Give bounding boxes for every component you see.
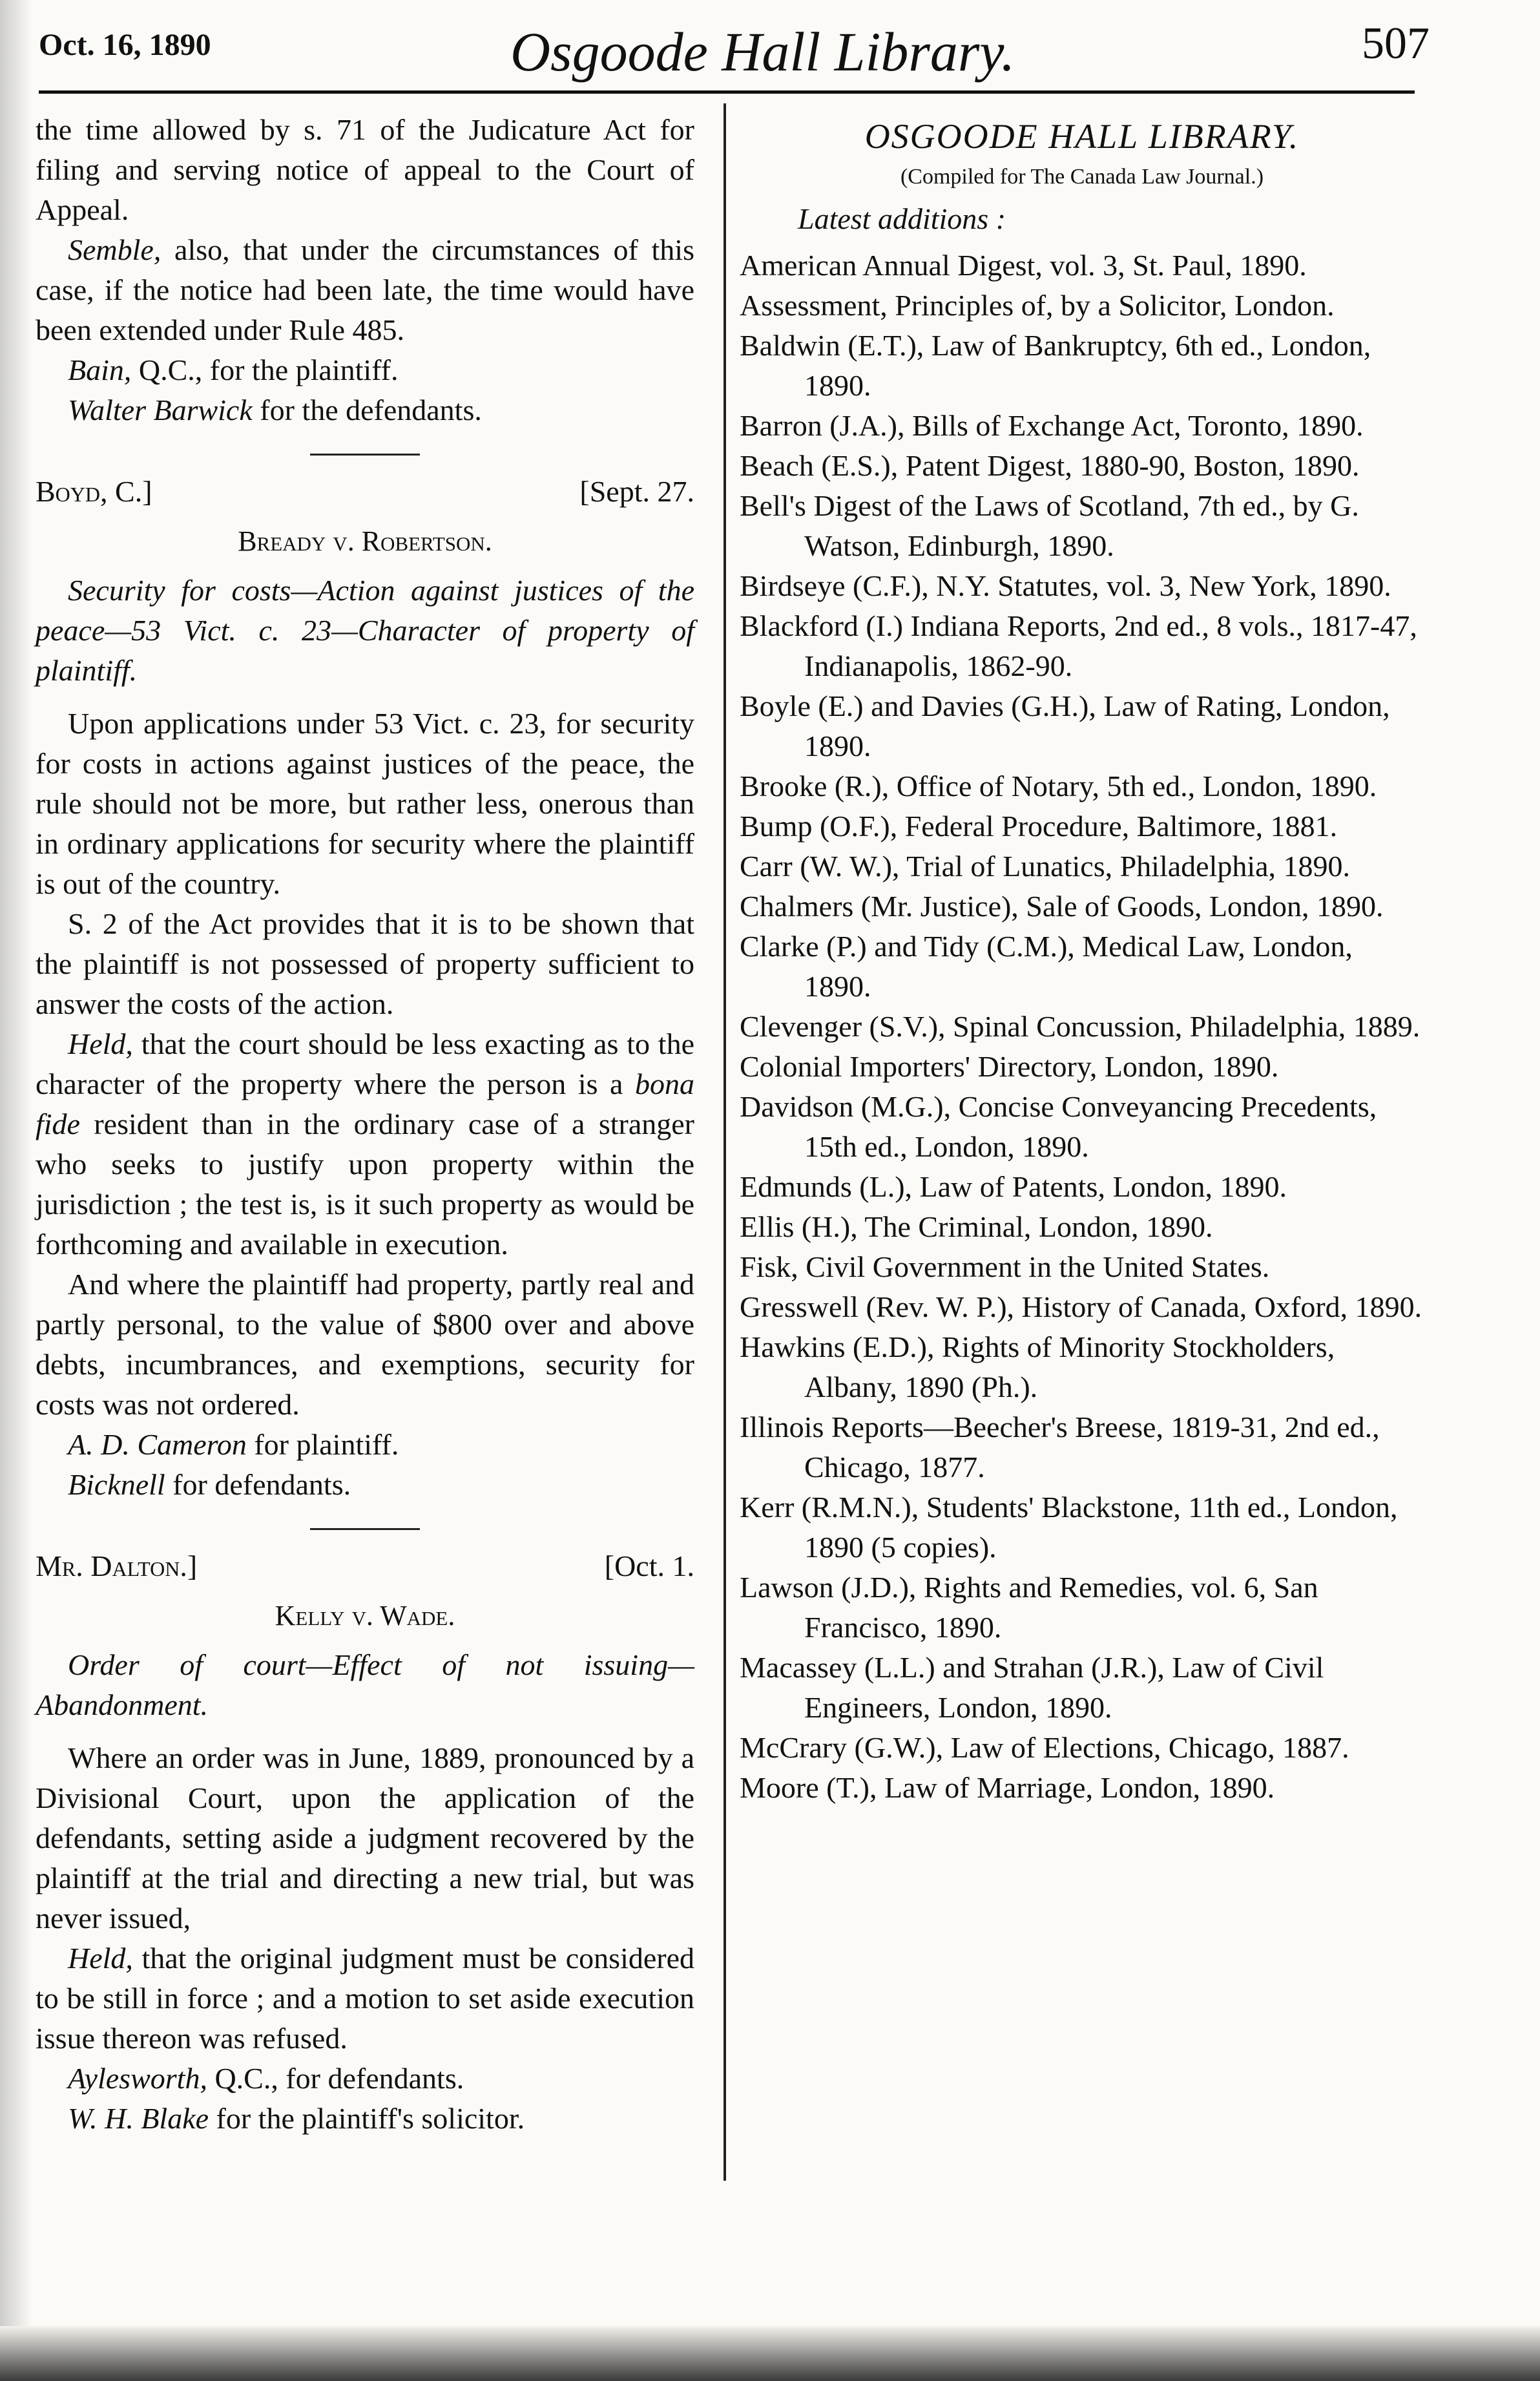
case-title: Kelly v. Wade. (275, 1600, 455, 1631)
list-item: Clevenger (S.V.), Spinal Concussion, Philadelphia, 1889. (740, 1010, 1420, 1043)
list-item: Chalmers (Mr. Justice), Sale of Goods, London, 1890. (740, 890, 1384, 923)
list-item: Barron (J.A.), Bills of Exchange Act, Toronto, 1890. (740, 409, 1364, 442)
list-item: Illinois Reports—Beecher's Breese, 1819-31, 2nd ed., Chicago, 1877. (740, 1411, 1380, 1484)
counsel-line: Bain, Q.C., for the plaintiff. (68, 353, 399, 386)
list-item: Fisk, Civil Government in the United States. (740, 1250, 1270, 1283)
list-item: Gresswell (Rev. W. P.), History of Canada, Oxford, 1890. (740, 1290, 1422, 1323)
case-paragraph: Where an order was in June, 1889, pronounced by a Divisional Court, upon the application of the defendants, setting aside a judgment recovered by the plaintiff at the trial and directing a new trial, but was never issued, (36, 1741, 694, 1935)
continuation-paragraph: the time allowed by s. 71 of the Judicature Act for filing and serving notice of appeal to the Court of Appeal. (36, 113, 694, 226)
list-item: Assessment, Principles of, by a Solicitor, London. (740, 289, 1335, 322)
case-judge-line (36, 1546, 694, 1587)
column-divider (723, 103, 726, 2181)
counsel-line: W. H. Blake for the plaintiff's solicitor. (68, 2102, 525, 2135)
list-item: Davidson (M.G.), Concise Conveyancing Precedents, 15th ed., London, 1890. (740, 1090, 1377, 1163)
case-title: Bready v. Robertson. (238, 525, 492, 557)
counsel-line: A. D. Cameron for plaintiff. (68, 1428, 399, 1461)
scan-bottom-shadow (0, 2326, 1540, 2381)
list-item: Baldwin (E.T.), Law of Bankruptcy, 6th ed., London, 1890. (740, 329, 1371, 402)
list-item: Lawson (J.D.), Rights and Remedies, vol. 6, San Francisco, 1890. (740, 1571, 1318, 1644)
list-item: Birdseye (C.F.), N.Y. Statutes, vol. 3, New York, 1890. (740, 569, 1391, 602)
list-item: Edmunds (L.), Law of Patents, London, 1890. (740, 1170, 1287, 1203)
case-judge-line (36, 471, 694, 512)
semble-paragraph: Semble, also, that under the circumstances of this case, if the notice had been late, the time would have been extended under Rule 485. (36, 233, 694, 346)
held-paragraph: Held, that the original judgment must be considered to be still in force ; and a motion to set aside execution issue thereon was refused. (36, 1942, 694, 2055)
right-column (740, 110, 1424, 1808)
library-subtitle: (Compiled for The Canada Law Journal.) (900, 165, 1264, 189)
list-item: Moore (T.), Law of Marriage, London, 1890. (740, 1771, 1275, 1804)
list-item: Carr (W. W.), Trial of Lunatics, Philadelphia, 1890. (740, 850, 1351, 883)
library-title: OSGOODE HALL LIBRARY. (864, 117, 1300, 156)
running-header (0, 0, 1540, 116)
list-item: Bump (O.F.), Federal Procedure, Baltimore, 1881. (740, 810, 1338, 843)
list-item: Boyle (E.) and Davies (G.H.), Law of Rating, London, 1890. (740, 689, 1390, 762)
list-item: Brooke (R.), Office of Notary, 5th ed., London, 1890. (740, 770, 1377, 802)
header-rule (39, 90, 1415, 94)
judge-name: Mr. Dalton.] (36, 1549, 198, 1582)
case-separator (310, 454, 420, 456)
list-item: Beach (E.S.), Patent Digest, 1880-90, Boston, 1890. (740, 449, 1360, 482)
latest-additions-heading: Latest additions : (798, 202, 1006, 235)
list-item: Bell's Digest of the Laws of Scotland, 7th ed., by G. Watson, Edinburgh, 1890. (740, 489, 1359, 562)
case-date: [Sept. 27. (579, 475, 694, 508)
counsel-line: Aylesworth, Q.C., for defendants. (68, 2062, 464, 2095)
list-item: Macassey (L.L.) and Strahan (J.R.), Law of Civil Engineers, London, 1890. (740, 1651, 1324, 1724)
judge-name: Boyd, C.] (36, 475, 152, 508)
list-item: Hawkins (E.D.), Rights of Minority Stockholders, Albany, 1890 (Ph.). (740, 1330, 1335, 1403)
left-column (36, 110, 694, 2139)
list-item: Blackford (I.) Indiana Reports, 2nd ed., 8 vols., 1817-47, Indianapolis, 1862-90. (740, 609, 1417, 682)
list-item: McCrary (G.W.), Law of Elections, Chicago, 1887. (740, 1731, 1349, 1764)
list-item: Kerr (R.M.N.), Students' Blackstone, 11th ed., London, 1890 (5 copies). (740, 1491, 1398, 1564)
case-paragraph: Upon applications under 53 Vict. c. 23, for security for costs in actions against justices of the peace, the rule should not be more, but rather less, onerous than in ordinary applications for security where the plaintiff is out of the country. (36, 707, 694, 900)
counsel-line: Bicknell for defendants. (68, 1468, 351, 1501)
list-item: Ellis (H.), The Criminal, London, 1890. (740, 1210, 1213, 1243)
case-separator (310, 1528, 420, 1530)
page-edge-shadow (0, 0, 32, 2381)
case-paragraph: And where the plaintiff had property, partly real and partly personal, to the value of $800 over and above debts, incumbrances, and exemptions, security for costs was not ordered. (36, 1268, 694, 1421)
list-item: Colonial Importers' Directory, London, 1890. (740, 1050, 1279, 1083)
running-title: Osgoode Hall Library. (510, 21, 1015, 83)
additions-list (740, 246, 1424, 1808)
case-paragraph: S. 2 of the Act provides that it is to be shown that the plaintiff is not possessed of property sufficient to answer the costs of the action. (36, 907, 694, 1020)
counsel-line: Walter Barwick for the defendants. (68, 393, 482, 426)
list-item: Clarke (P.) and Tidy (C.M.), Medical Law, London, 1890. (740, 930, 1353, 1003)
issue-date: Oct. 16, 1890 (39, 28, 211, 62)
list-item: American Annual Digest, vol. 3, St. Paul, 1890. (740, 249, 1307, 282)
case-headnote: Order of court—Effect of not issuing—Abandonment. (36, 1648, 694, 1721)
page-number: 507 (1362, 19, 1430, 68)
case-headnote: Security for costs—Action against justices of the peace—53 Vict. c. 23—Character of property of plaintiff. (36, 574, 694, 687)
case-date: [Oct. 1. (604, 1549, 694, 1582)
held-paragraph: Held, that the court should be less exacting as to the character of the property where the person is a bona fide resident than in the ordinary case of a stranger who seeks to justify upon property within the jurisdiction ; the test is, is it such property as would be forthcoming and available in execution. (36, 1027, 694, 1261)
